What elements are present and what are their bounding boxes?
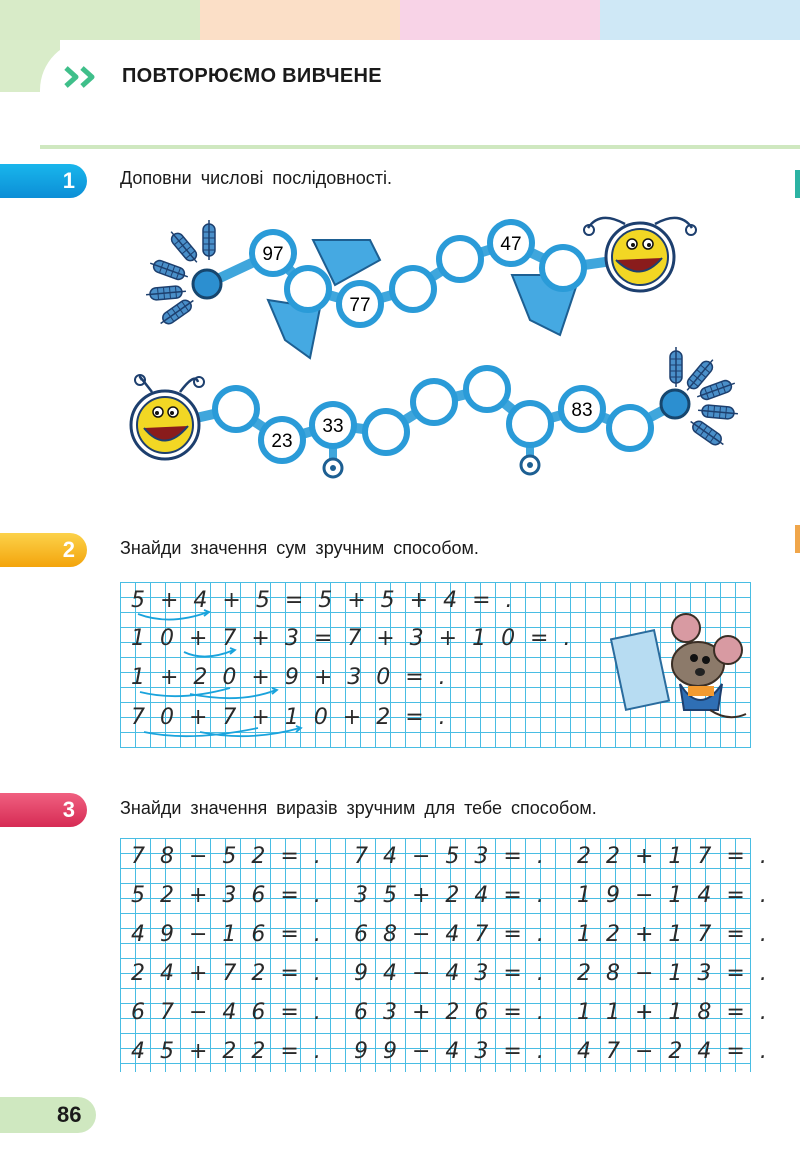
- sum-expression[interactable]: 7 0 + 7 + 1 0 + 2 = .: [131, 705, 450, 730]
- sum-expression[interactable]: 1 0 + 7 + 3 = 7 + 3 + 1 0 = .: [131, 626, 575, 651]
- expression-cell[interactable]: 3 5 + 2 4 = .: [354, 883, 548, 908]
- page-number: 86: [57, 1102, 82, 1127]
- top-strip-pink: [400, 0, 600, 40]
- brush-tail-icon: [157, 296, 197, 329]
- task-text: Знайди значення сум зручним способом.: [120, 538, 479, 558]
- section-title: ПОВТОРЮЄМО ВИВЧЕНЕ: [122, 65, 382, 87]
- expression-cell[interactable]: 4 9 − 1 6 = .: [131, 922, 325, 947]
- top-strip-green: [0, 0, 200, 40]
- sequence-2-circle[interactable]: [561, 388, 603, 430]
- expression-cell[interactable]: 2 8 − 1 3 = .: [577, 961, 771, 986]
- caterpillar-illustration: [0, 200, 800, 500]
- sequence-2-circle[interactable]: [365, 411, 407, 453]
- page-edge-marker: [795, 525, 800, 553]
- double-chevron-icon: [63, 64, 103, 90]
- svg-text:77: 77: [349, 295, 371, 316]
- task-text: Знайди значення виразів зручним для тебе способом.: [120, 798, 597, 818]
- page-number-tab: [0, 1097, 96, 1133]
- sequence-1-circle[interactable]: [542, 247, 584, 289]
- svg-text:33: 33: [322, 416, 344, 437]
- svg-text:47: 47: [500, 234, 522, 255]
- expression-cell[interactable]: 1 1 + 1 8 = .: [577, 1000, 771, 1025]
- sequence-2-circle[interactable]: [261, 419, 303, 461]
- brush-tail-icon: [670, 347, 682, 387]
- task-number-badge: 1: [0, 164, 87, 198]
- sequence-2-circle[interactable]: [312, 404, 354, 446]
- svg-text:83: 83: [571, 400, 593, 421]
- brush-tail-icon: [687, 417, 727, 450]
- sequence-2-circle[interactable]: [466, 368, 508, 410]
- task-number-badge: 3: [0, 793, 87, 827]
- sequence-1-circle[interactable]: [392, 268, 434, 310]
- page-edge-marker: [795, 170, 800, 198]
- expression-cell[interactable]: 1 2 + 1 7 = .: [577, 922, 771, 947]
- sequence-2-circle[interactable]: [509, 403, 551, 445]
- sequence-2-circle[interactable]: [215, 388, 257, 430]
- expression-cell[interactable]: 4 7 − 2 4 = .: [577, 1039, 771, 1064]
- sequence-1-circle[interactable]: [439, 238, 481, 280]
- expression-cell[interactable]: 9 9 − 4 3 = .: [354, 1039, 548, 1064]
- sum-expression[interactable]: 5 + 4 + 5 = 5 + 5 + 4 = .: [131, 588, 517, 613]
- top-strip-peach: [200, 0, 400, 40]
- brush-tail-icon: [203, 220, 215, 260]
- expression-cell[interactable]: 5 2 + 3 6 = .: [131, 883, 325, 908]
- task-text: Доповни числові послідовності.: [120, 168, 392, 188]
- sequence-1-circle[interactable]: [252, 232, 294, 274]
- top-color-bar: [0, 0, 800, 40]
- sequence-1-circle[interactable]: [287, 268, 329, 310]
- sum-expression[interactable]: 1 + 2 0 + 9 + 3 0 = .: [131, 665, 450, 690]
- expression-cell[interactable]: 2 4 + 7 2 = .: [131, 961, 325, 986]
- header-card: [40, 40, 800, 170]
- header-rule: [40, 145, 800, 149]
- expression-cell[interactable]: 6 7 − 4 6 = .: [131, 1000, 325, 1025]
- brush-tail-icon: [167, 228, 202, 266]
- expression-cell[interactable]: 7 4 − 5 3 = .: [354, 844, 548, 869]
- sequence-2-circle[interactable]: [609, 407, 651, 449]
- expression-cell[interactable]: 7 8 − 5 2 = .: [131, 844, 325, 869]
- sequence-1-circle[interactable]: [339, 283, 381, 325]
- svg-text:23: 23: [271, 431, 293, 452]
- expression-cell[interactable]: 4 5 + 2 2 = .: [131, 1039, 325, 1064]
- task-number-badge: 2: [0, 533, 87, 567]
- sequence-2-circle[interactable]: [413, 381, 455, 423]
- brush-tail-icon: [698, 404, 739, 419]
- expression-cell[interactable]: 9 4 − 4 3 = .: [354, 961, 548, 986]
- svg-text:97: 97: [262, 244, 284, 265]
- mouse-illustration: [610, 606, 750, 726]
- expression-cell[interactable]: 1 9 − 1 4 = .: [577, 883, 771, 908]
- brush-tail-icon: [148, 258, 190, 283]
- expression-cell[interactable]: 2 2 + 1 7 = .: [577, 844, 771, 869]
- expression-cell[interactable]: 6 3 + 2 6 = .: [354, 1000, 548, 1025]
- top-strip-blue: [600, 0, 800, 40]
- sequence-1-circle[interactable]: [490, 222, 532, 264]
- expression-cell[interactable]: 6 8 − 4 7 = .: [354, 922, 548, 947]
- brush-tail-icon: [146, 285, 187, 300]
